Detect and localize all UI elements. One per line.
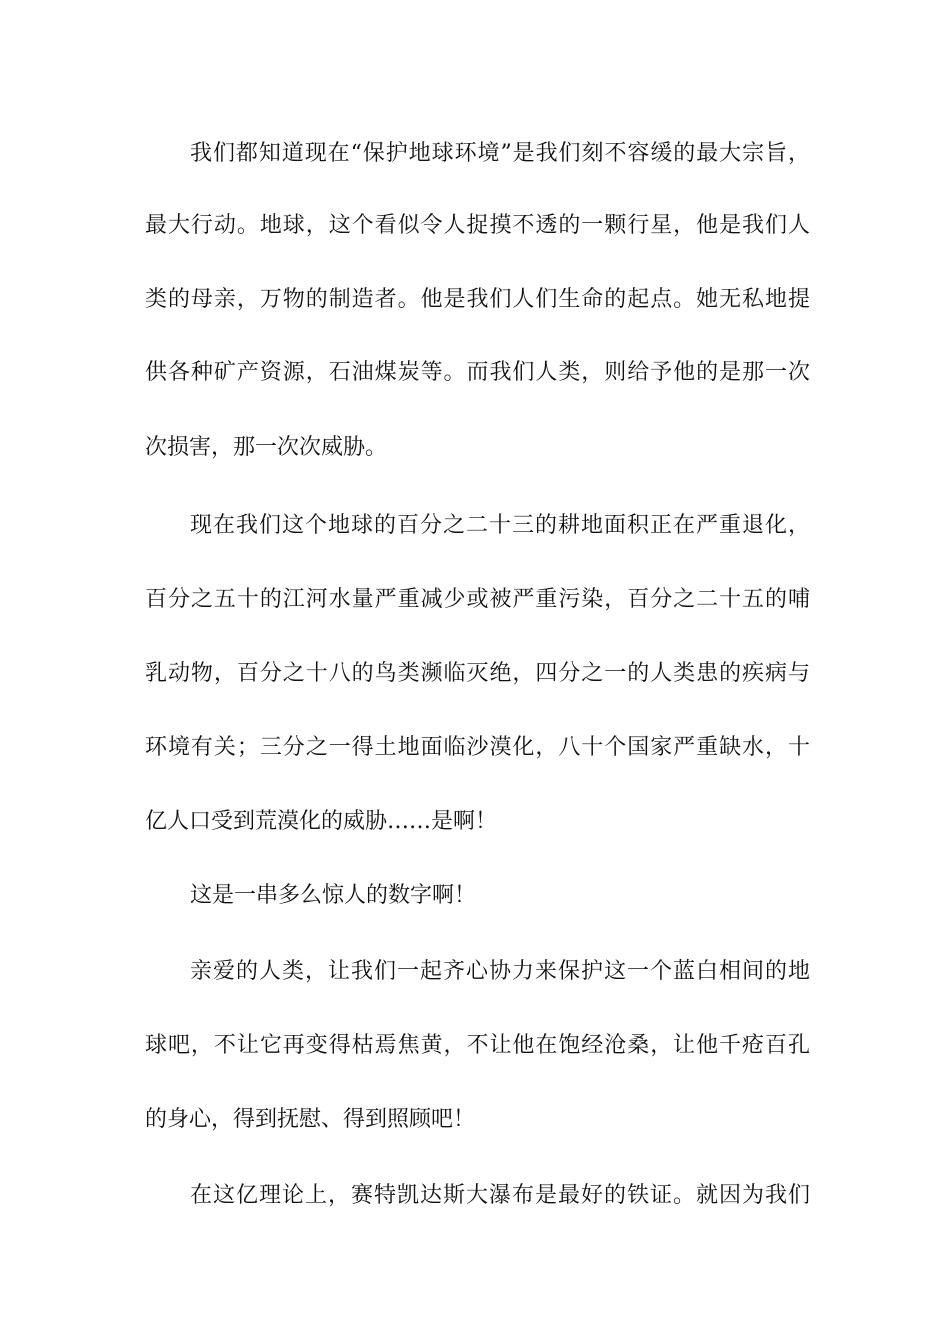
paragraph-1-line-4: 供各种矿产资源，石油煤炭等。而我们人类，则给予他的是那一次: [145, 360, 810, 385]
paragraph-3-line-1: 这是一串多么惊人的数字啊！: [190, 883, 477, 908]
paragraph-1-line-2: 最大行动。地球，这个看似令人捉摸不透的一颗行星，他是我们人: [145, 213, 810, 238]
paragraph-1-line-3: 类的母亲，万物的制造者。他是我们人们生命的起点。她无私地提: [145, 287, 810, 312]
paragraph-4-line-2: 球吧，不让它再变得枯焉焦黄，不让他在饱经沧桑，让他千疮百孔: [145, 1033, 810, 1058]
paragraph-2-line-1: 现在我们这个地球的百分之二十三的耕地面积正在严重退化，: [190, 513, 810, 538]
paragraph-2-line-2: 百分之五十的江河水量严重减少或被严重污染，百分之二十五的哺: [145, 587, 810, 612]
paragraph-2-line-4: 环境有关；三分之一得土地面临沙漠化，八十个国家严重缺水，十: [145, 735, 810, 760]
paragraph-1-line-1: 我们都知道现在“保护地球环境”是我们刻不容缓的最大宗旨，: [190, 141, 810, 166]
paragraph-2-line-3: 乳动物，百分之十八的鸟类濒临灭绝，四分之一的人类患的疾病与: [145, 661, 810, 686]
paragraph-5-line-1: 在这亿理论上，赛特凯达斯大瀑布是最好的铁证。就因为我们: [190, 1183, 810, 1208]
paragraph-4-line-1: 亲爱的人类，让我们一起齐心协力来保护这一个蓝白相间的地: [190, 959, 810, 984]
paragraph-2-line-5: 亿人口受到荒漠化的威胁……是啊！: [145, 809, 498, 834]
paragraph-4-line-3: 的身心，得到抚慰、得到照顾吧！: [145, 1107, 476, 1132]
paragraph-1-line-5: 次损害，那一次次威胁。: [145, 435, 388, 460]
